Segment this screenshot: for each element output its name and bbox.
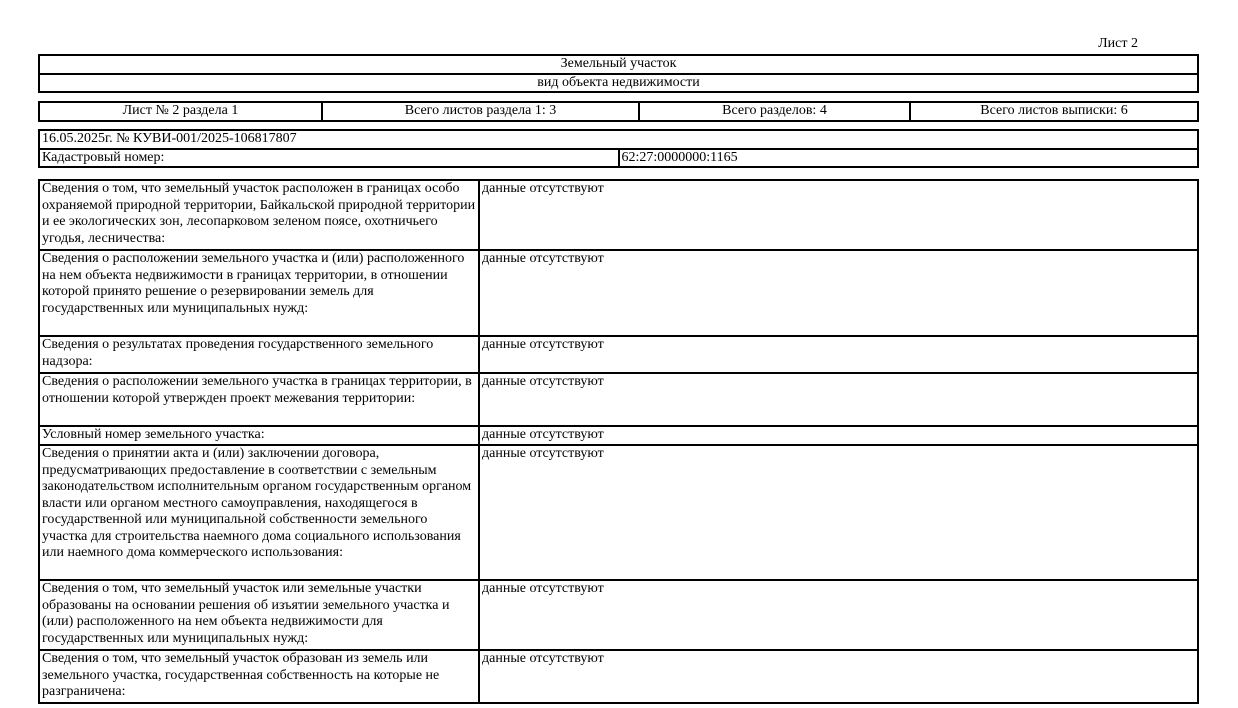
row-label: Сведения о том, что земельный участок образован из земель или земельного участка, государственная собственность на которые не разграничена: [39, 650, 479, 703]
cadastral-value: 62:27:0000000:1165 [619, 149, 1199, 168]
total-sheets-cell: Всего листов выписки: 6 [910, 102, 1198, 121]
table-row [39, 445, 1198, 580]
row-value: данные отсутствуют [479, 580, 1198, 650]
row-value: данные отсутствуют [479, 250, 1198, 336]
table-row [39, 180, 1198, 250]
section-sheets-cell: Всего листов раздела 1: 3 [322, 102, 639, 121]
table-row [39, 580, 1198, 650]
row-label: Сведения о результатах проведения государственного земельного надзора: [39, 336, 479, 373]
cadastral-label: Кадастровый номер: [39, 149, 619, 168]
table-row [39, 336, 1198, 373]
row-label: Сведения о расположении земельного участка и (или) расположенного на нем объекта недвижимости в границах территории, в отношении которой принято решение о резервировании земель для государственных или муниципальных нужд: [39, 250, 479, 336]
details-table [38, 179, 1199, 704]
sheet-info-table [38, 101, 1199, 122]
total-sections-cell: Всего разделов: 4 [639, 102, 910, 121]
row-value: данные отсутствуют [479, 445, 1198, 580]
object-subtitle: вид объекта недвижимости [39, 74, 1198, 93]
sheet-label: Лист 2 [1098, 36, 1138, 51]
table-row [39, 373, 1198, 426]
sheet-number-cell: Лист № 2 раздела 1 [39, 102, 322, 121]
row-value: данные отсутствуют [479, 650, 1198, 703]
row-value: данные отсутствуют [479, 426, 1198, 445]
row-label: Сведения о том, что земельный участок или земельные участки образованы на основании решения об изъятии земельного участка и (или) расположенного на нем объекта недвижимости для государственных или муниципальных нужд: [39, 580, 479, 650]
statement-table [38, 129, 1199, 168]
table-row [39, 250, 1198, 336]
row-label: Условный номер земельного участка: [39, 426, 479, 445]
row-value: данные отсутствуют [479, 180, 1198, 250]
object-type-table [38, 54, 1199, 93]
row-label: Сведения о принятии акта и (или) заключении договора, предусматривающих предоставление в соответствии с земельным законодательством исполнительным органом государственным органом власти или органом местного самоуправления, находящегося в государственной или муниципальной собственности земельного участка для строительства наемного дома социального использования или наемного дома коммерческого использования: [39, 445, 479, 580]
table-row [39, 426, 1198, 445]
statement-number: 16.05.2025г. № КУВИ-001/2025-106817807 [39, 130, 1198, 149]
row-value: данные отсутствуют [479, 336, 1198, 373]
row-label: Сведения о том, что земельный участок расположен в границах особо охраняемой природной территории, Байкальской природной территории и ее экологических зон, лесопарковом зеленом поясе, охотничьего угодья, лесничества: [39, 180, 479, 250]
table-row [39, 650, 1198, 703]
row-value: данные отсутствуют [479, 373, 1198, 426]
object-title: Земельный участок [39, 55, 1198, 74]
row-label: Сведения о расположении земельного участка в границах территории, в отношении которой утвержден проект межевания территории: [39, 373, 479, 426]
